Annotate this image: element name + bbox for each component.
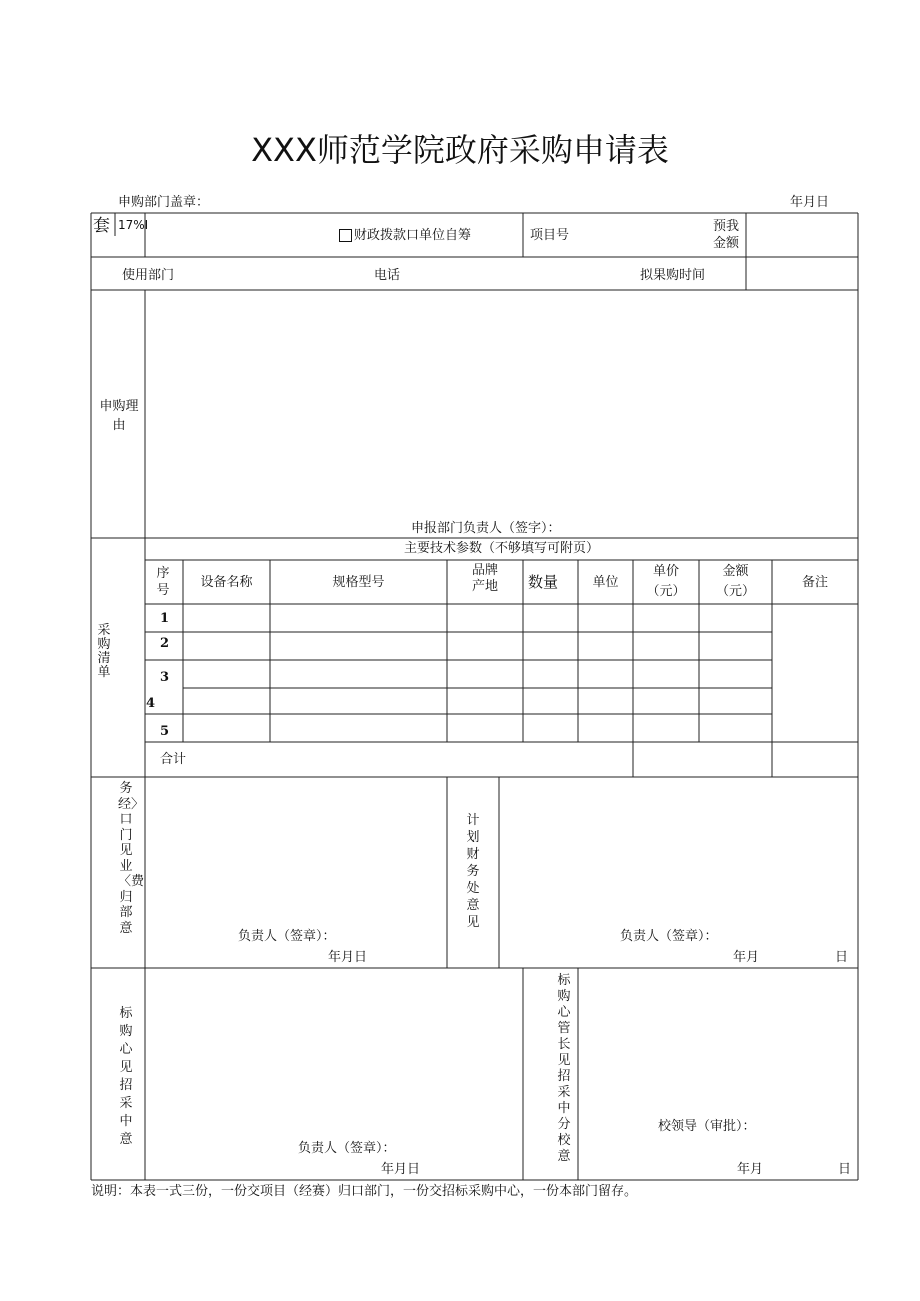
col-amount-1: 金额 — [722, 564, 749, 579]
col-unit: 单位 — [592, 575, 619, 590]
leader-opinion-label: 标购心管长见招采中分校意 — [557, 973, 571, 1164]
col-amount-2: （元） — [715, 584, 755, 599]
dept-opinion-label: 务经〉口门见业〈费归部意 — [118, 781, 145, 936]
form-title: XXX师范学院政府采购申请表 — [251, 131, 669, 169]
corner-mark-a: 套 — [93, 216, 110, 236]
footnote: 说明：本表一式三份，一份交项目（经赛）归口部门，一份交招标采购中心，一份本部门留存。 — [91, 1184, 638, 1199]
col-brand-2: 产地 — [471, 579, 498, 594]
params-title: 主要技术参数（不够填写可附页） — [403, 541, 599, 556]
project-no-label: 项目号 — [530, 228, 570, 243]
leader-approval-signer: 校领导（审批）： — [658, 1119, 756, 1134]
col-name: 设备名称 — [200, 575, 253, 590]
row-number: 1 — [160, 611, 170, 626]
plan-time-label: 拟果购时间 — [640, 268, 706, 283]
col-spec: 规格型号 — [332, 575, 385, 590]
row-number: 5 — [160, 724, 170, 739]
col-price-2: （元） — [646, 584, 686, 599]
corner-mark-b: 17%I — [118, 218, 149, 232]
procurement-center-date: 年月日 — [381, 1162, 421, 1177]
budget-label-line2: 金额 — [713, 236, 740, 251]
col-qty: 数量 — [527, 573, 558, 591]
col-brand-1: 品牌 — [471, 563, 498, 578]
use-dept-label: 使用部门 — [122, 268, 175, 283]
procurement-center-label: 标购心见招采中意 — [119, 1006, 133, 1147]
reason-signer: 申报部门负责人（签字）： — [411, 521, 561, 536]
purchase-list-label: 采购清单 — [97, 623, 111, 680]
row-number: 2 — [160, 636, 170, 651]
dept-seal-label: 申购部门盖章： — [118, 195, 210, 210]
fiscal-funding-checkbox[interactable] — [339, 229, 352, 242]
header-date: 年月日 — [790, 195, 830, 210]
leader-approval-date-d: 日 — [838, 1162, 852, 1177]
reason-label: 申购理由 — [99, 399, 139, 433]
finance-opinion-date-d: 日 — [835, 950, 849, 965]
finance-opinion-date-ym: 年月 — [733, 950, 760, 965]
budget-label-line1: 预我 — [713, 219, 740, 234]
funding-source-label: 财政拨款口单位自筹 — [354, 228, 472, 243]
phone-label: 电话 — [374, 268, 401, 283]
col-seq: 序号 — [156, 566, 170, 598]
dept-opinion-date: 年月日 — [328, 950, 368, 965]
col-price-1: 单价 — [652, 564, 679, 579]
finance-opinion-signer: 负责人（签章）： — [620, 929, 718, 944]
finance-opinion-label: 计划财务处意见 — [466, 813, 480, 930]
row-number: 3 — [160, 670, 170, 685]
dept-opinion-signer: 负责人（签章）： — [238, 929, 336, 944]
col-remark: 备注 — [801, 575, 828, 590]
row-number: 4 — [146, 696, 156, 711]
leader-approval-date-ym: 年月 — [737, 1162, 764, 1177]
procurement-center-signer: 负责人（签章）： — [298, 1141, 396, 1156]
total-label: 合计 — [160, 752, 187, 767]
